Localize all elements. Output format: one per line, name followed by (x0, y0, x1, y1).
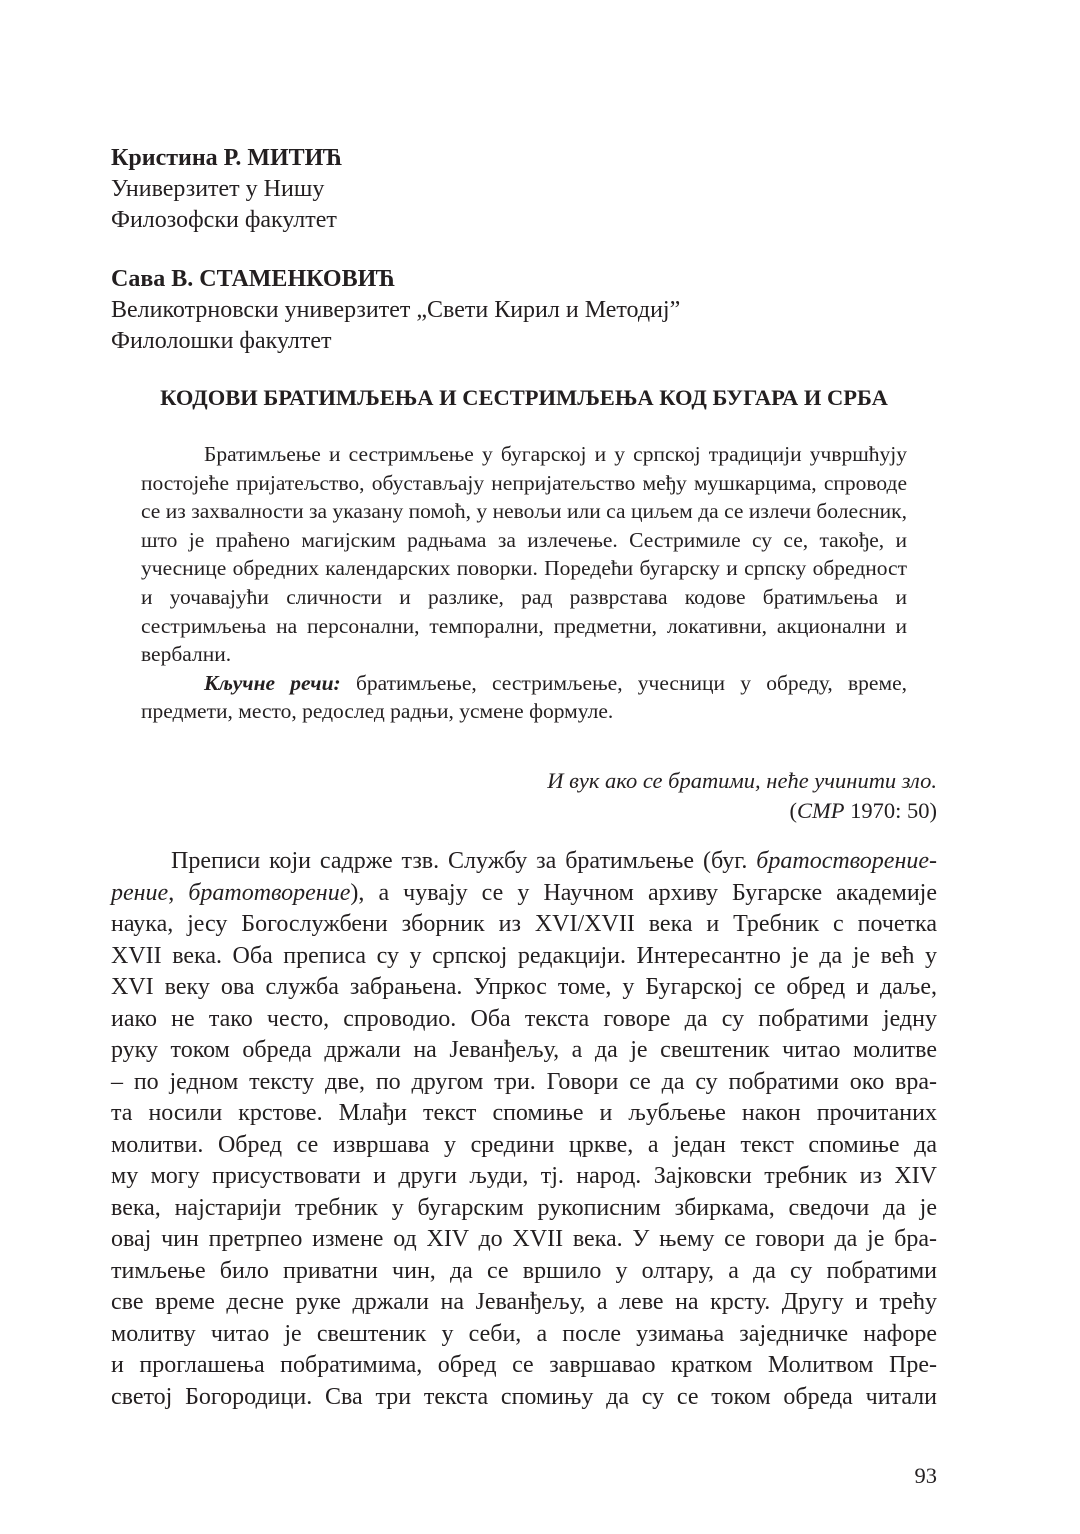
author-name: Сава В. СТАМЕНКОВИЋ (111, 266, 396, 292)
author-block-2 (111, 264, 680, 357)
body-line: све време десне руке држали на Јеванђељу, а леве на крсту. Другу и трећу (111, 1289, 937, 1315)
epigraph-source: (СМР 1970: 50) (789, 798, 937, 823)
body-text (111, 846, 937, 1413)
body-line: му могу присуствовати и други људи, тј. народ. Зајковски требник из XIV (111, 1163, 937, 1189)
epigraph (547, 766, 937, 826)
author-block-1 (111, 143, 343, 236)
body-line: века, најстарији требник у бугарским рукописним збиркама, сведочи да је (111, 1194, 937, 1221)
epigraph-quote: И вук ако се братими, неће учинити зло. (547, 768, 937, 793)
body-line: рение, братотворение), а чувају се у Научном архиву Бугарске академије (111, 879, 937, 906)
body-line: XVII века. Оба преписа су у српској редакцији. Интересантно је да је већ у (111, 942, 937, 969)
body-line: иако не тако често, спроводио. Оба текста говоре да су побратими једну (111, 1005, 937, 1032)
abstract (141, 440, 907, 726)
body-line: светој Богородици. Сва три текста спомињу да су се током обреда читали (111, 1383, 937, 1410)
author-affiliation: Универзитет у Нишу (111, 176, 325, 202)
body-line: овај чин претрпео измене од XIV до XVII века. У њему се говори да је бра- (111, 1226, 937, 1252)
abstract-text: Братимљење и сестримљење у бугарској и у српској традицији учвршћују постојеће пријатељство, обустављају непријатељство међу мушкарцима, спроводе се из захвалности за указану помоћ, у невољи или са циљем да се излечи болесник, што је праћено магијским радњама за излечење. Сестримиле су се, такође, и учеснице обредних календарских поворки. Поредећи бугарску и српску обредност и уочавајући сличности и разлике, рад разврстава кодове братимљења и сестримљења на персонални, темпорални, предметни, локативни, акционални и вербални. (141, 442, 907, 667)
author-faculty: Филозофски факултет (111, 207, 337, 233)
epigraph-source-abbr: СМР (797, 798, 845, 823)
keywords-label: Кључне речи: (204, 670, 341, 695)
body-line: молитви. Обред се извршава у средини цркве, а један текст спомиње да (111, 1131, 937, 1158)
body-line: и проглашења побратимима, обред се завршавао кратком Молитвом Пре- (111, 1352, 937, 1378)
author-name: Кристина Р. МИТИЋ (111, 145, 343, 171)
body-line: – по једном тексту две, по другом три. Говори се да су побратими око вра- (111, 1068, 937, 1095)
author-faculty: Филолошки факултет (111, 328, 332, 354)
author-affiliation: Великотрновски универзитет „Свети Кирил и Методиј” (111, 297, 681, 323)
body-line: Преписи који садрже тзв. Службу за братимљење (буг. братостворение- (171, 848, 937, 874)
article-title: КОДОВИ БРАТИМЉЕЊА И СЕСТРИМЉЕЊА КОД БУГАРА И СРБА (160, 385, 888, 410)
body-line: молитву читао је свештеник у себи, а после узимања заједничке нафоре (111, 1320, 937, 1347)
keywords-list: братимљење, сестримљење, учесници у обреду, време, предмети, место, редослед радњи, усмене формуле. (141, 670, 907, 724)
body-line: XVI веку ова служба забрањена. Упркос томе, у Бугарској се обред и даље, (111, 974, 937, 1000)
body-line: тимљење било приватни чин, да се вршило у олтару, а да су побратими (111, 1257, 937, 1284)
body-line: та носили крстове. Млађи текст спомиње и љубљење након прочитаних (111, 1100, 937, 1126)
page-number: 93 (914, 1463, 937, 1488)
body-line: руку током обреда држали на Јеванђељу, а да је свештеник читао молитве (111, 1037, 937, 1063)
keywords (141, 669, 907, 726)
body-line: наука, јесу Богослужбени зборник из XVI/XVII века и Требник с почетка (111, 911, 937, 937)
